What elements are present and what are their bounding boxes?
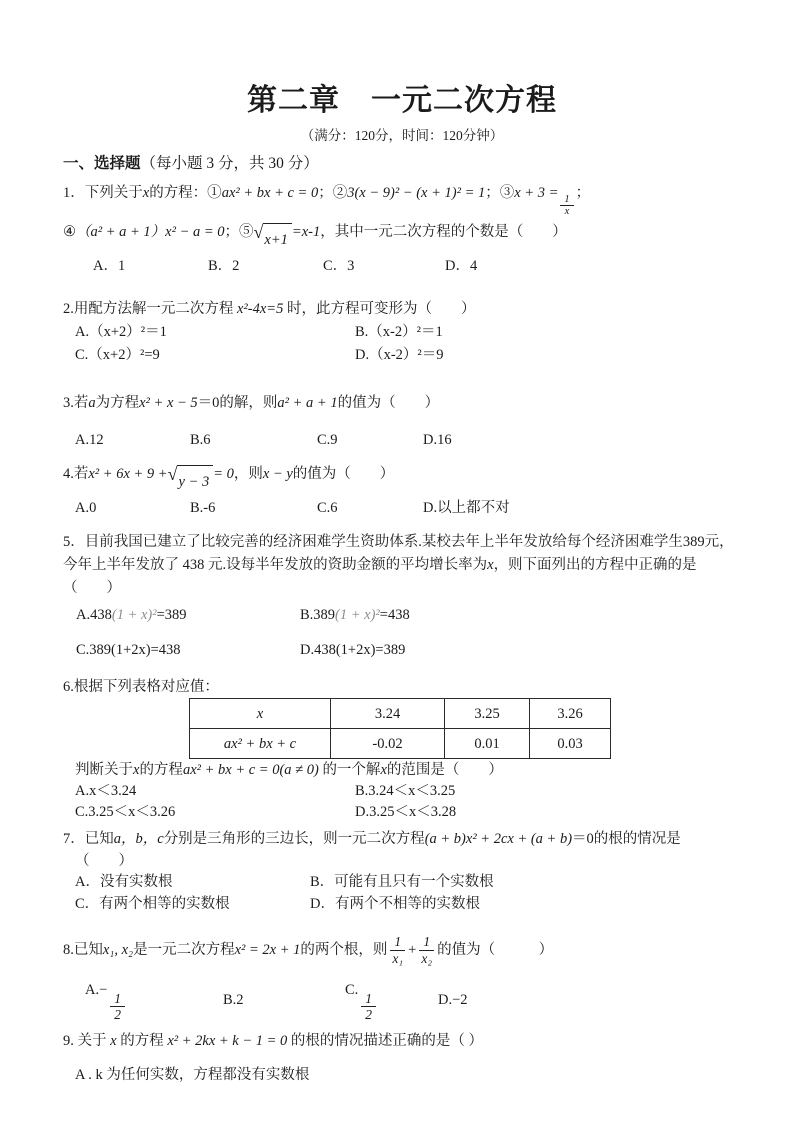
fraction xyxy=(361,991,376,1023)
question-6-label: 6.根据下列表格对应值： xyxy=(63,679,219,696)
text-segment: =389 xyxy=(156,607,187,624)
page-subtitle: （满分：120分，时间：120分钟） xyxy=(300,128,504,143)
radical xyxy=(168,465,214,497)
fraction-denominator: x₂ xyxy=(421,950,433,966)
question-1 xyxy=(63,181,741,277)
text-segment: 的方程：① xyxy=(149,185,222,201)
fraction xyxy=(390,934,405,966)
formula: 3(x − 9)² − (x + 1)² = 1 xyxy=(347,185,486,201)
fraction-numerator: 1 xyxy=(390,934,405,951)
text-segment: ＝0的解，则 xyxy=(197,395,278,412)
question-6-judgment xyxy=(63,759,741,781)
option-a: A.（x+2）²＝1 xyxy=(75,324,167,341)
text-segment: B.389 xyxy=(300,607,336,624)
question-9 xyxy=(63,1029,741,1087)
question-5-line-3: （ ） xyxy=(63,580,121,597)
formula: x²-4x=5 xyxy=(237,301,284,318)
question-3-options xyxy=(63,429,741,451)
text-segment: 4.若 xyxy=(63,466,89,483)
section-heading-note: （每小题 3 分，共 30 分） xyxy=(140,155,319,172)
question-5 xyxy=(63,531,741,662)
fraction-numerator: 1 xyxy=(361,991,376,1008)
question-4-stem xyxy=(63,459,741,497)
math-var: x xyxy=(380,762,387,779)
text-segment: 是一元二次方程 xyxy=(133,942,235,959)
option-c xyxy=(345,978,438,1023)
text-segment: 8.已知 xyxy=(63,942,103,959)
text-segment: 的方程 xyxy=(139,762,183,779)
formula: x² + x − 5 xyxy=(139,395,198,412)
option-a: A . k 为任何实数，方程都没有实数根 xyxy=(75,1067,310,1084)
formula: x + 3 = xyxy=(514,185,559,201)
fraction-denominator: x xyxy=(564,206,570,218)
radical-sign-icon: √ xyxy=(253,222,264,243)
option-a: A.x＜3.24 xyxy=(75,783,137,800)
option-c: C．有两个相等的实数根 xyxy=(75,895,230,912)
option-d: D．4 xyxy=(445,258,478,275)
fraction-numerator: 1 xyxy=(419,934,434,951)
option-a xyxy=(85,978,223,1023)
question-1-options xyxy=(63,255,741,277)
formula: x² = 2x + 1 xyxy=(234,942,301,959)
question-8-stem xyxy=(63,925,741,975)
question-5-line-1: 5．目前我国已建立了比较完善的经济困难学生资助体系.某校去年上半年发放给每个经济困难学生389元， xyxy=(63,534,734,551)
table-row xyxy=(190,729,611,759)
page-content xyxy=(0,75,793,1087)
formula: (a + b)x² + 2cx + (a + b) xyxy=(424,831,573,848)
option-b: B.6 xyxy=(190,432,211,449)
question-6 xyxy=(63,676,741,823)
option-c: C.（x+2）²=9 xyxy=(75,347,160,364)
text-segment: ，则 xyxy=(233,466,263,483)
text-segment: 时，此方程可变形为（ ） xyxy=(283,301,476,318)
text-segment: 为方程 xyxy=(95,395,140,412)
formula: ax² + bx + c = 0(a ≠ 0) xyxy=(182,762,319,779)
fraction-denominator: 2 xyxy=(365,1007,373,1023)
formula: =x-1 xyxy=(291,224,321,241)
text-segment: 分别是三角形的三边长，则一元二次方程 xyxy=(163,831,425,848)
question-5-options-row-1 xyxy=(63,603,741,627)
text-segment: ＝0的根的情况是 xyxy=(572,831,681,848)
text-segment: 今年上半年发放了 438 元.设每半年发放的资助金额的平均增长率为 xyxy=(63,557,488,574)
option-a xyxy=(76,603,300,627)
formula: （a² + a + 1）x² − a = 0 xyxy=(76,224,225,241)
fraction-numerator: 1 xyxy=(560,194,573,206)
page-title: 第二章 一元二次方程 xyxy=(247,84,557,117)
question-5-line-2 xyxy=(63,554,741,577)
option-a: A.0 xyxy=(75,500,97,517)
question-3-stem xyxy=(63,391,741,415)
text-segment: ，其中一元二次方程的个数是（ ） xyxy=(320,224,567,241)
formula: x² + 6x + 9 + xyxy=(88,466,168,483)
fraction-denominator: 2 xyxy=(114,1007,122,1023)
question-2-options-row-1 xyxy=(63,321,741,344)
text-segment: ④ xyxy=(63,224,76,241)
formula: x₁, x₂ xyxy=(102,942,134,959)
text-segment: 判断关于 xyxy=(75,762,133,779)
question-8-options xyxy=(63,977,741,1023)
question-4 xyxy=(63,459,741,519)
formula: x − y xyxy=(262,466,293,483)
table-cell: 0.01 xyxy=(445,729,530,759)
option-d: D.以上都不对 xyxy=(423,500,510,517)
question-2 xyxy=(63,297,741,367)
option-c: C.6 xyxy=(317,500,338,517)
fraction-denominator: x₁ xyxy=(392,950,404,966)
radical xyxy=(254,223,292,255)
text-segment: 的值为（ ） xyxy=(292,466,395,483)
q6-value-table xyxy=(189,698,611,759)
question-6-options-row-1 xyxy=(63,781,741,802)
option-d: D.（x-2）²＝9 xyxy=(355,347,444,364)
text-segment: 的值为（ ） xyxy=(437,942,554,959)
text-segment: 的方程 xyxy=(116,1033,168,1050)
option-d: D.3.25＜x＜3.28 xyxy=(355,804,457,821)
section-heading-bold: 一、选择题 xyxy=(63,155,141,172)
text-segment: =438 xyxy=(379,607,410,624)
text-segment: ，则下面列出的方程中正确的是 xyxy=(493,557,697,574)
plus-sign: + xyxy=(408,942,417,959)
question-7-options-row-1 xyxy=(63,872,741,894)
question-1-line-2 xyxy=(63,217,741,255)
table-cell: 3.24 xyxy=(331,699,445,729)
table-cell: 0.03 xyxy=(530,729,611,759)
question-2-stem xyxy=(63,297,741,321)
question-5-options-row-2 xyxy=(63,638,741,662)
radicand: x+1 xyxy=(263,223,291,255)
formula: x² + 2kx + k − 1 = 0 xyxy=(167,1033,288,1050)
text-segment: 9. 关于 xyxy=(63,1033,111,1050)
text-segment: 2.用配方法解一元二次方程 xyxy=(63,301,237,318)
math-var: x xyxy=(142,185,150,201)
table-cell: 3.26 xyxy=(530,699,611,729)
text-segment: ；⑤ xyxy=(224,224,254,241)
text-segment: 的范围是（ ） xyxy=(386,762,503,779)
question-2-options-row-2 xyxy=(63,344,741,367)
formula: = 0 xyxy=(213,466,234,483)
text-segment: 3.若 xyxy=(63,395,89,412)
text-segment: 的值为（ ） xyxy=(337,395,440,412)
option-b: B．可能有且只有一个实数根 xyxy=(310,874,494,891)
question-8 xyxy=(63,925,741,1023)
formula: (1 + x)² xyxy=(335,607,380,624)
table-row xyxy=(190,699,611,729)
fraction xyxy=(560,194,573,217)
option-d: D.438(1+2x)=389 xyxy=(300,642,406,659)
math-var: a xyxy=(88,395,96,412)
fraction xyxy=(110,991,125,1023)
option-c: C.389(1+2x)=438 xyxy=(76,642,181,659)
question-3 xyxy=(63,391,741,451)
section-heading xyxy=(63,151,741,173)
math-var: x xyxy=(110,1033,117,1050)
text-segment: 的根的情况描述正确的是（ ） xyxy=(287,1033,484,1050)
math-var: x xyxy=(133,762,140,779)
option-c: C.3.25＜x＜3.26 xyxy=(75,804,176,821)
formula: a² + a + 1 xyxy=(277,395,338,412)
table-cell: ax² + bx + c xyxy=(190,729,331,759)
table-cell: -0.02 xyxy=(331,729,445,759)
option-a: A．没有实数根 xyxy=(75,874,173,891)
question-7 xyxy=(63,829,741,915)
formula: (1 + x)² xyxy=(111,607,157,624)
question-7-line-1 xyxy=(63,829,741,851)
option-a: A．1 xyxy=(93,258,126,275)
option-b: B.2 xyxy=(223,992,244,1009)
text-segment: ； xyxy=(575,185,591,201)
option-d: D.−2 xyxy=(438,992,468,1009)
fraction-numerator: 1 xyxy=(110,991,125,1008)
option-b: B．2 xyxy=(208,258,240,275)
table-cell: x xyxy=(190,699,331,729)
fraction xyxy=(419,934,434,966)
question-7-options-row-2 xyxy=(63,894,741,916)
option-d: D．有两个不相等的实数根 xyxy=(310,895,480,912)
option-c: C．3 xyxy=(323,258,355,275)
text-segment: 的两个根，则 xyxy=(300,942,388,959)
table-cell: 3.25 xyxy=(445,699,530,729)
math-var: a，b，c xyxy=(113,831,164,848)
text-segment: A.438 xyxy=(76,607,112,624)
option-d: D.16 xyxy=(423,432,452,449)
text-segment: A.− xyxy=(85,981,108,998)
text-segment: ；② xyxy=(318,185,348,201)
option-b: B.3.24＜x＜3.25 xyxy=(355,783,456,800)
text-segment: 7．已知 xyxy=(63,831,114,848)
question-4-options xyxy=(63,497,741,519)
text-segment: 1．下列关于 xyxy=(63,185,143,201)
math-var: x xyxy=(487,557,494,574)
option-c: C.9 xyxy=(317,432,338,449)
text-segment: ；③ xyxy=(485,185,515,201)
option-b xyxy=(300,603,410,627)
formula: ax² + bx + c = 0 xyxy=(221,185,319,201)
question-7-line-2: （ ） xyxy=(75,852,133,869)
question-6-options-row-2 xyxy=(63,802,741,823)
option-b: B.（x-2）²＝1 xyxy=(355,324,443,341)
question-1-line-1 xyxy=(63,181,741,217)
text-segment: 的一个解 xyxy=(318,762,381,779)
question-9-stem xyxy=(63,1029,741,1053)
radical-sign-icon: √ xyxy=(167,464,178,485)
radicand: y − 3 xyxy=(177,465,213,497)
text-segment: C. xyxy=(345,981,359,998)
option-a: A.12 xyxy=(75,432,104,449)
option-b: B.-6 xyxy=(190,500,216,517)
